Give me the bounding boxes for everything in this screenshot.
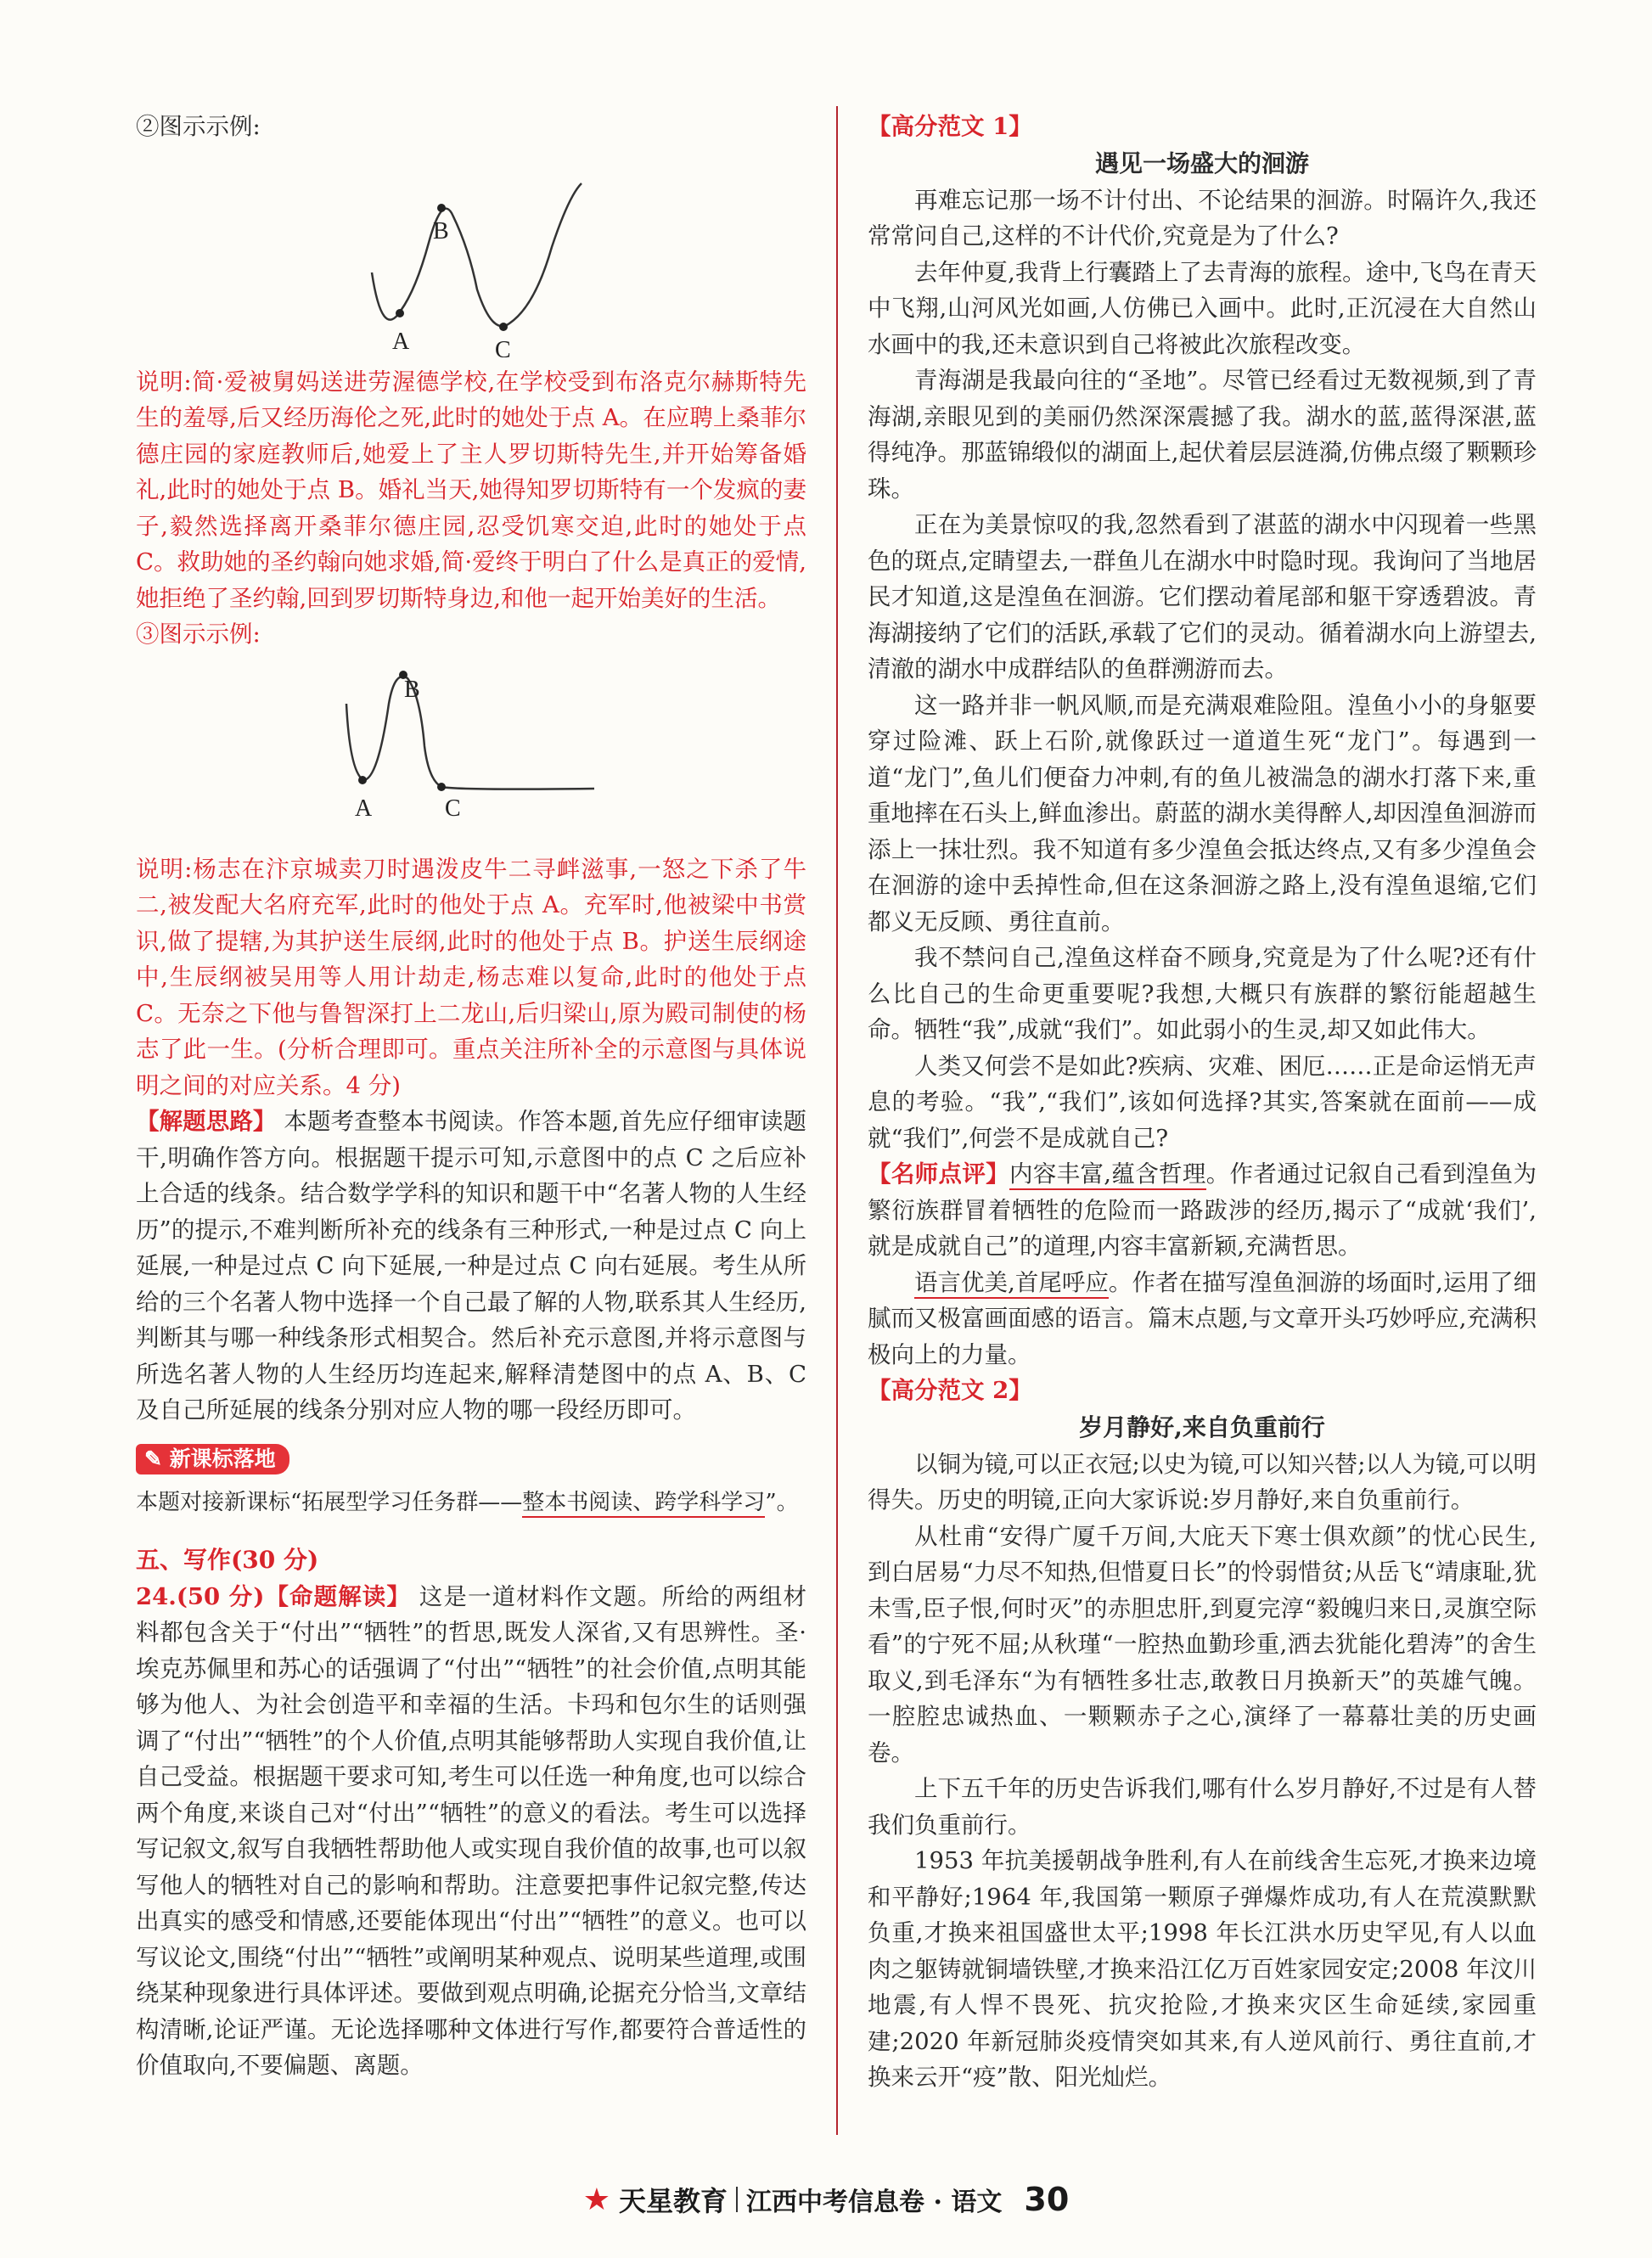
essay-paragraph: 上下五千年的历史告诉我们,哪有什么岁月静好,不过是有人替我们负重前行。 (868, 1775, 1537, 1839)
essay-paragraph: 再难忘记那一场不计付出、不论结果的洄游。时隔许久,我还常常问自己,这样的不计代价,究竟是为了什么? (868, 186, 1537, 250)
comment1-underline: 内容丰富,蕴含哲理 (1009, 1160, 1206, 1190)
essay1-body (868, 183, 1537, 1157)
fig2-point-a: A (392, 328, 410, 355)
xinkebiao-badge (136, 1444, 289, 1474)
comment1-text: 。作者通过记叙自己看到湟鱼为繁衍族群冒着牺牲的危险而一路跋涉的经历,揭示了“成就‘我们’,就是成就自己”的道理,内容丰富新颖,充满哲思。 (868, 1160, 1537, 1260)
pen-icon: ✎ (144, 1446, 170, 1471)
fig2-point-b: B (433, 217, 449, 244)
right-column (868, 109, 1537, 2096)
figure-3 (136, 653, 806, 851)
comment2-text: 。作者在描写湟鱼洄游的场面时,运用了细腻而又极富画面感的语言。篇末点题,与文章开头巧妙呼应,充满积极向上的力量。 (868, 1268, 1537, 1368)
essay1-tag: 【高分范文 1】 (868, 113, 1032, 140)
essay-paragraph: 从杜甫“安得广厦千万间,大庇天下寒士俱欢颜”的忧心民生,到白居易“力尽不知热,但惜夏日长”的怜弱惜贫;从岳飞“靖康耻,犹未雪,臣子恨,何时灭”的赤胆忠肝,到夏完淳“毅魄归来日,灵旗空际看”的宁死不屈;从秋瑾“一腔热血勤珍重,洒去犹能化碧涛”的舍生取义,到毛泽东“为有牺牲多壮志,敢教日月换新天”的英雄气魄。一腔腔忠诚热血、一颗颗赤子之心,演绎了一幕幕壮美的历史画卷。 (868, 1522, 1537, 1767)
xinkebiao-underline: 整本书阅读、跨学科学习 (522, 1490, 765, 1518)
fig2-description: 说明:简·爱被舅妈送进劳渥德学校,在学校受到布洛克尔赫斯特先生的羞辱,后又经历海伦之死,此时的她处于点 A。在应聘上桑菲尔德庄园的家庭教师后,她爱上了主人罗切斯特先生,并开始筹备婚礼,此时的她处于点 B。婚礼当天,她得知罗切斯特有一个发疯的妻子,毅然选择离开桑菲尔德庄园,忍受饥寒交迫,此时的她处于点 C。救助她的圣约翰向她求婚,简·爱终于明白了什么是真正的爱情,她拒绝了圣约翰,回到罗切斯特身边,和他一起开始美好的生活。 (136, 368, 806, 612)
fig3-point-c: C (445, 795, 461, 822)
essay2-tag: 【高分范文 2】 (868, 1377, 1032, 1404)
figure-3-curve (136, 653, 806, 848)
fig2-point-c: C (495, 336, 511, 357)
figure-2 (136, 145, 806, 361)
jieti-text: 本题考查整本书阅读。作答本题,首先应仔细审读题干,明确作答方向。根据题干提示可知,示意图中的点 C 之后应补上合适的线条。结合数学学科的知识和题干中“名著人物的人生经历”的提示,不难判断所补充的线条有三种形式,一种是过点 C 向上延展,一种是过点 C 向下延展,一种是过点 C 向右延展。考生从所给的三个名著人物中选择一个自己最了解的人物,联系其人生经历,判断其与哪一种线条形式相契合。然后补充示意图,并将示意图与所选名著人物的人生经历均连起来,解释清楚图中的点 A、B、C 及自己所延展的线条分别对应人物的哪一段经历即可。 (136, 1108, 806, 1424)
xinkebiao-post: ”。 (765, 1489, 799, 1515)
footer-subtitle: 江西中考信息卷 · 语文 (746, 2188, 1003, 2217)
comment-tag-1: 【名师点评】 (868, 1160, 1009, 1188)
xinkebiao-pre: 本题对接新课标“拓展型学习任务群—— (136, 1489, 523, 1515)
figure-2-curve (136, 145, 806, 357)
page-footer (0, 2180, 1652, 2219)
xinkebiao-text (136, 1485, 806, 1521)
essay-paragraph: 1953 年抗美援朝战争胜利,有人在前线舍生忘死,才换来边境和平静好;1964 年,我国第一颗原子弹爆炸成功,有人在荒漠默默负重,才换来祖国盛世太平;1998 年长江洪水历史罕见,有人以血肉之躯铸就铜墙铁壁,才换来沿江亿万百姓家园安定;2008 年汶川地震,有人悍不畏死、抗灾抢险,才换来灾区生命延续,家园重建;2020 年新冠肺炎疫情突如其来,有人逆风前行、勇往直前,才换来云开“疫”散、阳光灿烂。 (868, 1847, 1537, 2091)
essay-paragraph: 以铜为镜,可以正衣冠;以史为镜,可以知兴替;以人为镜,可以明得失。历史的明镜,正向大家诉说:岁月静好,来自负重前行。 (868, 1450, 1537, 1514)
jieti-section (136, 1104, 806, 1429)
essay1-title: 遇见一场盛大的洄游 (1094, 149, 1309, 177)
left-column (136, 109, 806, 2084)
fig2-label: ②图示示例: (136, 113, 261, 140)
essay2-body (868, 1446, 1537, 2096)
xinkebiao-box (136, 1435, 806, 1525)
fig3-point-b: B (404, 676, 420, 703)
fig3-point-a: A (355, 795, 373, 822)
essay-paragraph: 青海湖是我最向往的“圣地”。尽管已经看过无数视频,到了青海湖,亲眼见到的美丽仍然深深震撼了我。湖水的蓝,蓝得深湛,蓝得纯净。那蓝锦缎似的湖面上,起伏着层层涟漪,仿佛点缀了颗颗珍珠。 (868, 367, 1537, 503)
essay-paragraph: 人类又何尝不是如此?疾病、灾难、困厄……正是命运悄无声息的考验。“我”,“我们”,该如何选择?其实,答案就在面前——成就“我们”,何尝不是成就自己? (868, 1052, 1537, 1152)
q24-tag: 【命题解读】 (264, 1582, 411, 1610)
q24 (136, 1579, 806, 2084)
writing-section-title: 五、写作(30 分) (136, 1546, 319, 1574)
column-divider (836, 106, 838, 2135)
footer-brand: 天星教育 (619, 2185, 728, 2217)
essay-paragraph: 我不禁问自己,湟鱼这样奋不顾身,究竟是为了什么呢?还有什么比自己的生命更重要呢?我想,大概只有族群的繁衍能超越生命。牺牲“我”,成就“我们”。如此弱小的生灵,却又如此伟大。 (868, 944, 1537, 1043)
comment2-underline: 语言优美,首尾呼应 (914, 1269, 1109, 1299)
comment2 (868, 1265, 1537, 1373)
q24-score: (50 分) (176, 1582, 265, 1610)
essay-paragraph: 这一路并非一帆风顺,而是充满艰难险阻。湟鱼小小的身躯要穿过险滩、跃上石阶,就像跃过一道道生死“龙门”。每遇到一道“龙门”,鱼儿们便奋力冲刺,有的鱼儿被湍急的湖水打落下来,重重地摔在石头上,鲜血渗出。蔚蓝的湖水美得醉人,却因湟鱼洄游而添上一抹壮烈。我不知道有多少湟鱼会抵达终点,又有多少湟鱼会在洄游的途中丢掉性命,但在这条洄游之路上,没有湟鱼退缩,它们都义无反顾、勇往直前。 (868, 691, 1537, 935)
page-number: 30 (1024, 2181, 1070, 2218)
fig3-description: 说明:杨志在汴京城卖刀时遇泼皮牛二寻衅滋事,一怒之下杀了牛二,被发配大名府充军,此时的他处于点 A。充军时,他被梁中书赏识,做了提辖,为其护送生辰纲,此时的他处于点 B。护送生辰纲途中,生辰纲被吴用等人用计劫走,杨志难以复命,此时的他处于点 C。无奈之下他与鲁智深打上二龙山,后归梁山,原为殿司制使的杨志了此一生。(分析合理即可。重点关注所补全的示意图与具体说明之间的对应关系。4 分) (136, 855, 806, 1099)
comment1 (868, 1156, 1537, 1265)
fig3-label: ③图示示例: (136, 621, 261, 648)
footer-separator (736, 2187, 738, 2212)
jieti-tag: 【解题思路】 (136, 1108, 277, 1135)
star-logo-icon: ★ (582, 2182, 611, 2217)
essay-paragraph: 正在为美景惊叹的我,忽然看到了湛蓝的湖水中闪现着一些黑色的斑点,定睛望去,一群鱼儿在湖水中时隐时现。我询问了当地居民才知道,这是湟鱼在洄游。它们摆动着尾部和躯干穿透碧波。青海湖接纳了它们的活跃,承载了它们的灵动。循着湖水向上游望去,清澈的湖水中成群结队的鱼群溯游而去。 (868, 511, 1537, 682)
essay2-title: 岁月静好,来自负重前行 (1079, 1413, 1325, 1441)
q24-text: 这是一道材料作文题。所给的两组材料都包含关于“付出”“牺牲”的哲思,既发人深省,又有思辨性。圣·埃克苏佩里和苏心的话强调了“付出”“牺牲”的社会价值,点明其能够为他人、为社会创造平和幸福的生活。卡玛和包尔生的话则强调了“付出”“牺牲”的个人价值,点明其能够帮助人实现自我价值,让自己受益。根据题干要求可知,考生可以任选一种角度,也可以综合两个角度,来谈自己对“付出”“牺牲”的意义的看法。考生可以选择写记叙文,叙写自我牺牲帮助他人或实现自我价值的故事,也可以叙写他人的牺牲对自己的影响和帮助。注意要把事件记叙完整,传达出真实的感受和情感,还要能体现出“付出”“牺牲”的意义。也可以写议论文,围绕“付出”“牺牲”或阐明某种观点、说明某些道理,或围绕某种现象进行具体评述。要做到观点明确,论据充分恰当,文章结构清晰,论证严谨。无论选择哪种文体进行写作,都要符合普适性的价值取向,不要偏题、离题。 (136, 1582, 806, 2079)
xinkebiao-badge-label: 新课标落地 (169, 1446, 276, 1471)
essay-paragraph: 去年仲夏,我背上行囊踏上了去青海的旅程。途中,飞鸟在青天中飞翔,山河风光如画,人仿佛已入画中。此时,正沉浸在大自然山水画中的我,还未意识到自己将被此次旅程改变。 (868, 258, 1537, 358)
q24-number: 24. (136, 1582, 177, 1610)
